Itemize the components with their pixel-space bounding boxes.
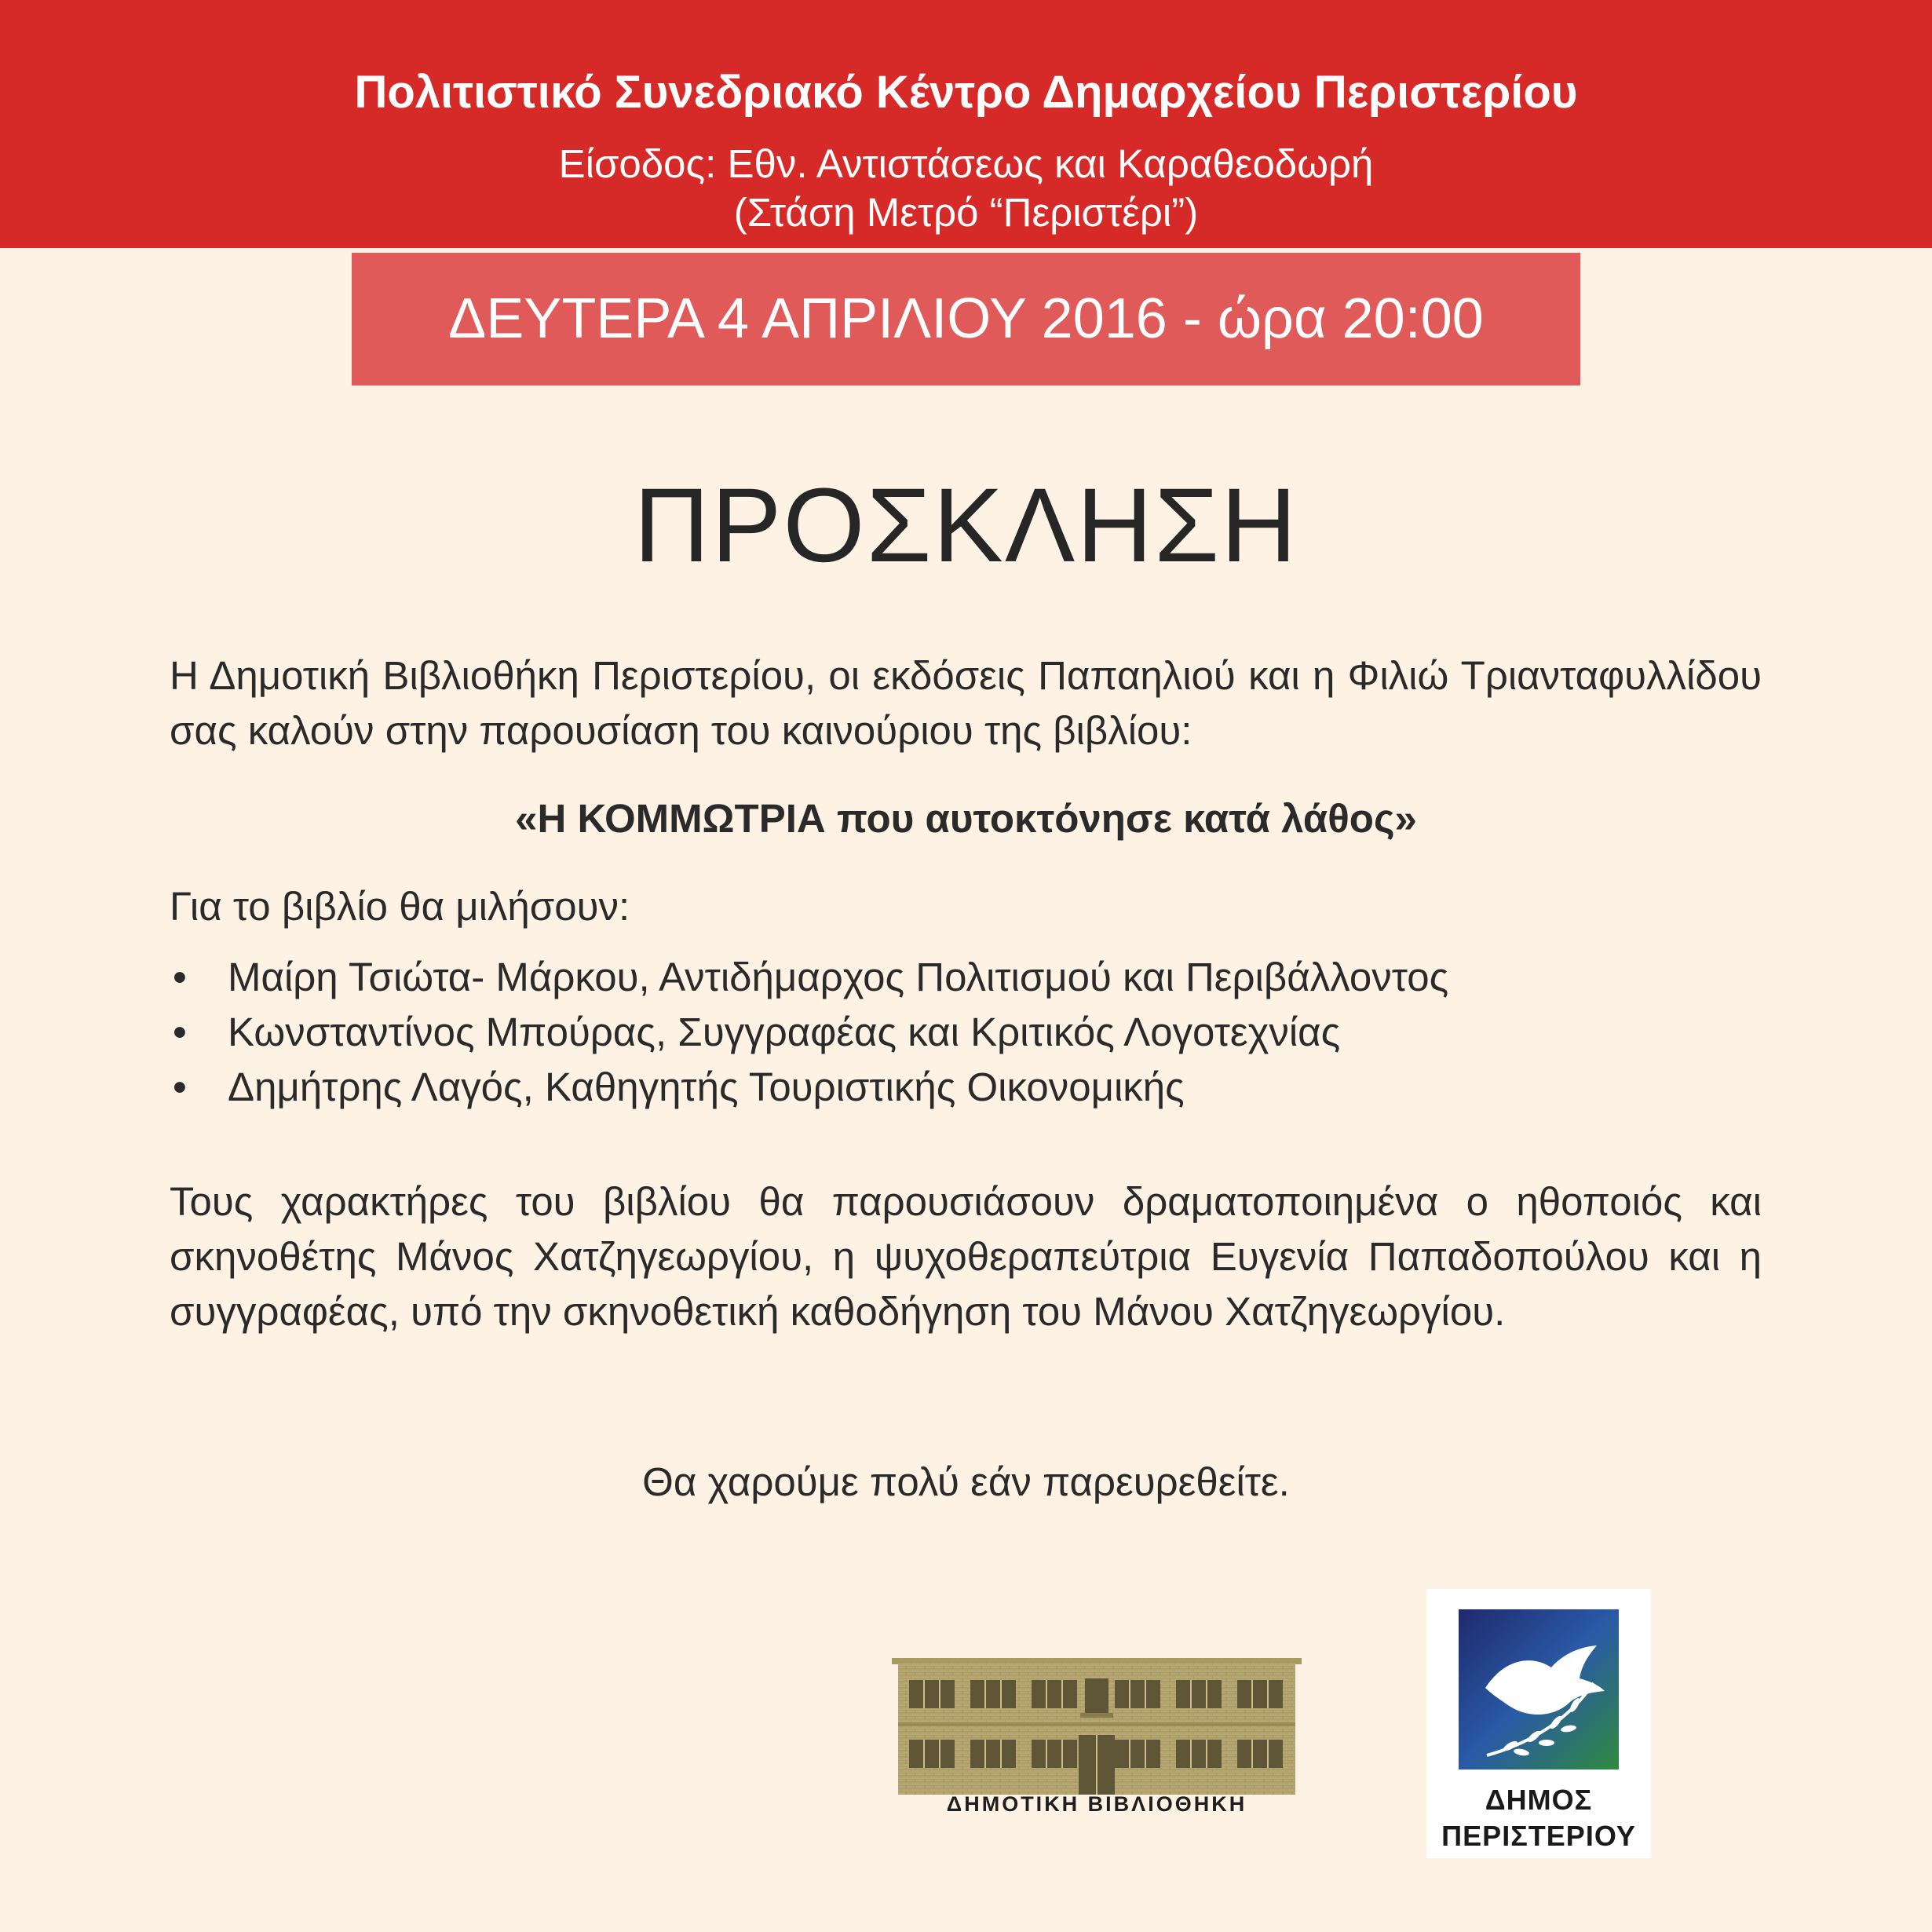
dove-icon [1455,1606,1622,1773]
library-caption: ΔΗΜΟΤΙΚΗ ΒΙΒΛΙΟΘΗΚΗ [946,1792,1247,1816]
entrance-line: Είσοδος: Εθν. Αντιστάσεως και Καραθεοδωρή [558,141,1374,186]
event-date-box: ΔΕΥΤΕΡΑ 4 ΑΠΡΙΛΙΟΥ 2016 - ώρα 20:00 [352,253,1580,385]
speaker-item: • Δημήτρης Λαγός, Καθηγητής Τουριστικής Οικονομικής [170,1060,1448,1115]
header-banner [0,0,1932,248]
speakers-label: Για το βιβλίο θα μιλήσουν: [170,884,630,929]
speaker-item: • Κωνσταντίνος Μπούρας, Συγγραφέας και Κριτικός Λογοτεχνίας [170,1005,1448,1060]
book-title: «Η ΚΟΜΜΩΤΡΙΑ που αυτοκτόνησε κατά λάθος» [515,796,1417,841]
municipality-logo [1426,1589,1651,1858]
invitation-heading: ΠΡΟΣΚΛΗΣΗ [634,467,1298,584]
venue-address [0,140,1932,237]
municipality-line2: ΠΕΡΙΣΤΕΡΙΟΥ [1441,1820,1636,1852]
municipality-caption [1426,1782,1651,1854]
cast-paragraph: Τους χαρακτήρες του βιβλίου θα παρουσιάσουν δραματοποιημένα ο ηθοποιός και σκηνοθέτης Μάνος Χατζηγεωργίου, η ψυχοθεραπεύτρια Ευγενία Παπαδοπούλου και η συγγραφέας, υπό την σκηνοθετική καθοδήγηση του Μάνου Χατζηγεωργίου. [170,1179,1762,1334]
intro-paragraph: Η Δημοτική Βιβλιοθήκη Περιστερίου, οι εκδόσεις Παπαηλιού και η Φιλιώ Τριανταφυλλίδου σας καλούν στην παρουσίαση του καινούριου της βιβλίου: [170,653,1762,753]
closing-line: Θα χαρούμε πολύ εάν παρευρεθείτε. [642,1459,1290,1504]
venue-title: Πολιτιστικό Συνεδριακό Κέντρο Δημαρχείου Περιστερίου [354,67,1578,118]
speaker-item: • Μαίρη Τσιώτα- Μάρκου, Αντιδήμαρχος Πολιτισμού και Περιβάλλοντος [170,950,1448,1005]
speakers-list [170,950,1448,1115]
municipality-line1: ΔΗΜΟΣ [1485,1784,1593,1816]
library-building-icon [892,1647,1302,1804]
metro-line: (Στάση Μετρό “Περιστέρι”) [733,190,1199,235]
